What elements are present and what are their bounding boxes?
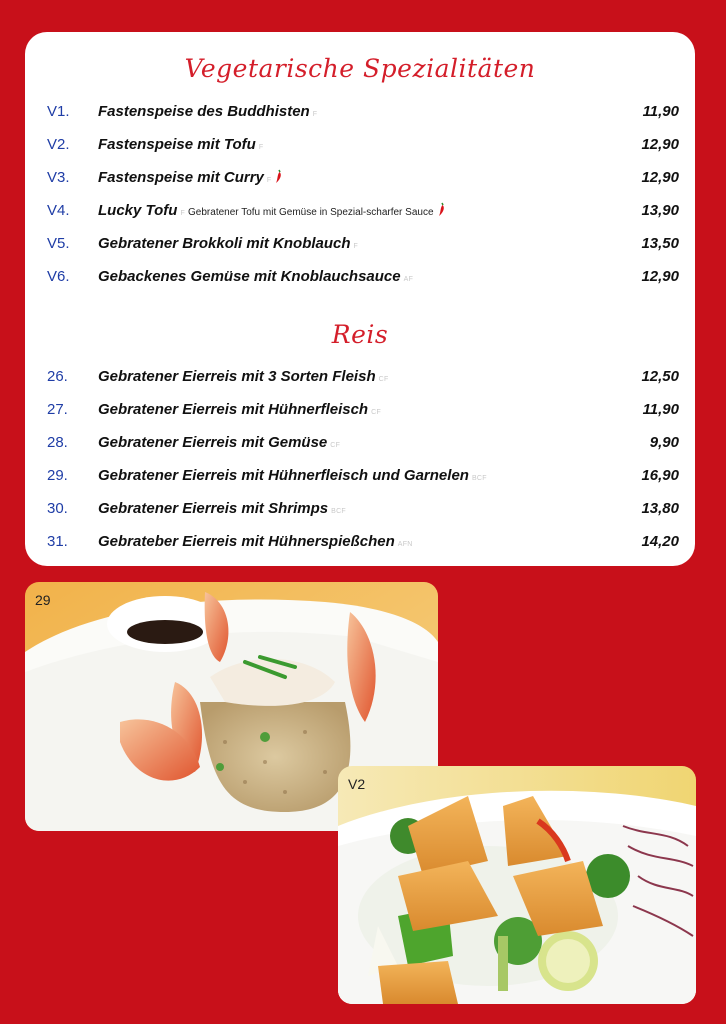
item-number: 29. xyxy=(47,467,68,484)
item-number: V4. xyxy=(47,202,70,219)
item-number: 30. xyxy=(47,500,68,517)
item-name-wrap xyxy=(98,401,381,418)
item-name-wrap xyxy=(98,467,487,484)
item-name: Gebratener Eierreis mit Shrimps xyxy=(98,500,329,517)
item-name: Fastenspeise mit Tofu xyxy=(98,136,256,153)
allergen-code: BCF xyxy=(471,475,487,482)
allergen-code: F xyxy=(180,210,186,217)
allergen-code: AFN xyxy=(397,541,413,548)
menu-row xyxy=(25,500,695,524)
item-name: Gebratener Eierreis mit Hühnerfleisch xyxy=(98,401,369,418)
item-price: 12,50 xyxy=(641,368,679,385)
menu-row xyxy=(25,401,695,425)
menu-row xyxy=(25,467,695,491)
item-name-wrap xyxy=(98,434,340,451)
item-price: 13,50 xyxy=(641,235,679,252)
tofu-with-vegetables-photo-icon xyxy=(338,766,696,1004)
menu-row xyxy=(25,533,695,557)
item-number: 26. xyxy=(47,368,68,385)
tofu-photo xyxy=(338,766,696,1004)
item-price: 12,90 xyxy=(641,169,679,186)
chili-pepper-icon xyxy=(274,169,283,184)
item-name-wrap xyxy=(98,103,317,120)
allergen-code: F xyxy=(258,144,264,151)
chili-pepper-icon xyxy=(437,202,446,217)
allergen-code: F xyxy=(312,111,318,118)
item-name-wrap xyxy=(98,500,346,517)
item-number: V1. xyxy=(47,103,70,120)
allergen-code: F xyxy=(266,177,272,184)
item-name-wrap xyxy=(98,202,446,219)
menu-row xyxy=(25,268,695,292)
allergen-code: CF xyxy=(371,409,382,416)
menu-row xyxy=(25,434,695,458)
item-name-wrap xyxy=(98,169,283,186)
item-name-wrap xyxy=(98,533,413,550)
item-number: 31. xyxy=(47,533,68,550)
item-number: V2. xyxy=(47,136,70,153)
allergen-code: BCF xyxy=(331,508,346,515)
menu-row xyxy=(25,235,695,259)
menu-row xyxy=(25,368,695,392)
allergen-code: CF xyxy=(330,442,341,449)
section-title-rice: Reis xyxy=(331,320,389,349)
allergen-code: CF xyxy=(378,376,389,383)
item-name-wrap xyxy=(98,136,263,153)
item-name: Lucky Tofu xyxy=(98,202,178,219)
item-price: 12,90 xyxy=(641,268,679,285)
item-price: 13,90 xyxy=(641,202,679,219)
item-name: Gebratener Eierreis mit 3 Sorten Fleish xyxy=(98,368,376,385)
item-price: 14,20 xyxy=(641,533,679,550)
photo-number-label: 29 xyxy=(35,592,51,608)
item-price: 12,90 xyxy=(641,136,679,153)
item-name: Fastenspeise des Buddhisten xyxy=(98,103,310,120)
item-name: Gebackenes Gemüse mit Knoblauchsauce xyxy=(98,268,401,285)
section-title-vegetarian: Vegetarische Spezialitäten xyxy=(184,54,536,83)
item-price: 9,90 xyxy=(649,434,679,451)
item-price: 11,90 xyxy=(642,103,679,120)
menu-row xyxy=(25,169,695,193)
item-price: 13,80 xyxy=(641,500,679,517)
item-name-wrap xyxy=(98,268,413,285)
item-description: Gebratener Tofu mit Gemüse in Spezial-scharfer Sauce xyxy=(188,207,434,218)
item-price: 11,90 xyxy=(642,401,679,418)
allergen-code: AF xyxy=(403,276,414,283)
menu-row xyxy=(25,103,695,127)
allergen-code: F xyxy=(353,243,359,250)
item-name: Gebrateber Eierreis mit Hühnerspießchen xyxy=(98,533,395,550)
item-price: 16,90 xyxy=(641,467,679,484)
item-name: Gebratener Eierreis mit Hühnerfleisch und Garnelen xyxy=(98,467,469,484)
menu-card xyxy=(25,32,695,566)
menu-row xyxy=(25,136,695,160)
item-name-wrap xyxy=(98,235,358,252)
item-number: V6. xyxy=(47,268,70,285)
item-name: Gebratener Brokkoli mit Knoblauch xyxy=(98,235,351,252)
item-number: 28. xyxy=(47,434,68,451)
item-number: V3. xyxy=(47,169,70,186)
menu-row xyxy=(25,202,695,226)
item-number: 27. xyxy=(47,401,68,418)
item-name: Gebratener Eierreis mit Gemüse xyxy=(98,434,328,451)
photo-number-label: V2 xyxy=(348,776,366,792)
item-name: Fastenspeise mit Curry xyxy=(98,169,264,186)
item-number: V5. xyxy=(47,235,70,252)
item-name-wrap xyxy=(98,368,389,385)
